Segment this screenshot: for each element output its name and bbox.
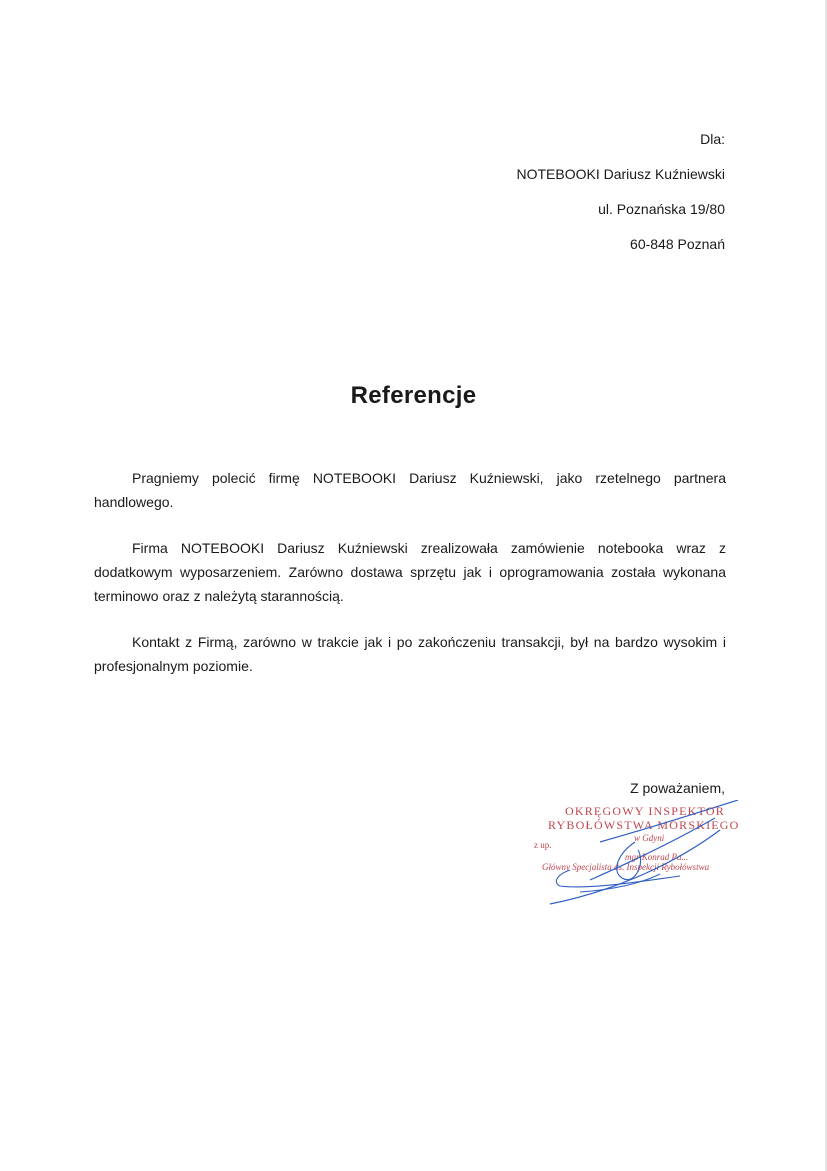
stamp-line-6: Główny Specjalista ds. Inspekcji Rybołówstwa — [542, 862, 710, 872]
stamp-line-4: z up. — [534, 840, 552, 850]
stamp-line-3: w Gdyni — [634, 833, 665, 843]
document-title: Referencje — [350, 382, 477, 409]
paragraph-3: Kontakt z Firmą, zarówno w trakcie jak i po zakończeniu transakcji, był na bardzo wysokim i profesjonalnym poziomie. — [94, 634, 726, 674]
closing-salutation: Z poważaniem, — [630, 780, 725, 796]
official-stamp — [530, 800, 740, 910]
recipient-company: NOTEBOOKI Dariusz Kuźniewski — [516, 166, 725, 182]
letter-body — [94, 466, 726, 700]
paragraph-1: Pragniemy polecić firmę NOTEBOOKI Dariusz Kuźniewski, jako rzetelnego partnera handlowego. — [94, 470, 726, 510]
stamp-line-2: RYBOŁÓWSTWA MORSKIEGO — [548, 818, 740, 832]
stamp-line-1: OKRĘGOWY INSPEKTOR — [565, 804, 725, 818]
paragraph-2: Firma NOTEBOOKI Dariusz Kuźniewski zrealizowała zamówienie notebooka wraz z dodatkowym wyposarzeniem. Zarówno dostawa sprzętu jak i oprogramowania została wykonana terminowo oraz z należytą starannością. — [94, 540, 726, 604]
handwritten-signature — [530, 800, 740, 910]
recipient-city: 60-848 Poznań — [630, 236, 725, 252]
recipient-label: Dla: — [700, 131, 725, 147]
recipient-address — [517, 130, 726, 270]
recipient-street: ul. Poznańska 19/80 — [598, 201, 725, 217]
stamp-line-5: mgr Konrad Pa... — [625, 852, 689, 862]
